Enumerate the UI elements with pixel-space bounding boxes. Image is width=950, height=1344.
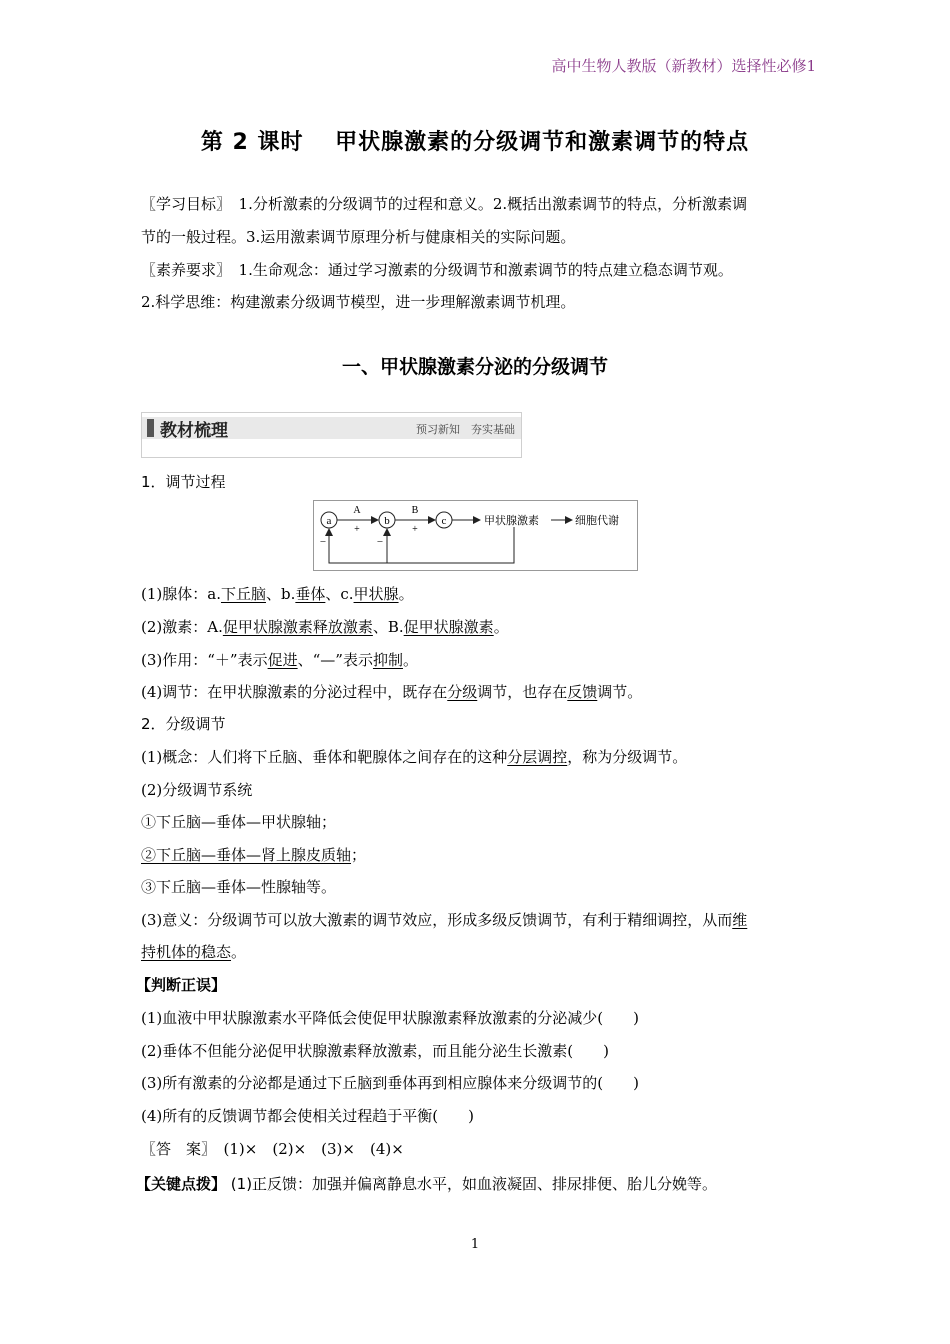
concept-line	[141, 747, 687, 767]
section-title: 一、甲状腺激素分泌的分级调节	[341, 356, 608, 378]
gland-c: 甲状腺	[353, 585, 399, 603]
objectives-text-1: 1.分析激素的分级调节的过程和意义。2.概括出激素调节的特点，分析激素调	[238, 195, 748, 213]
metabolism-label: 细胞代谢	[575, 514, 619, 527]
hormones-prefix: (2)激素：A.	[141, 618, 223, 636]
page-number: 1	[470, 1237, 480, 1252]
action-end: 。	[402, 651, 418, 669]
arrow-A-label: A	[353, 505, 361, 516]
regulation-b: 反馈	[567, 683, 598, 701]
meaning-answer-part2: 持机体的稳态	[141, 943, 232, 961]
axis2-line	[141, 845, 366, 865]
answer-line	[141, 1139, 404, 1159]
hormone-label: 甲状腺激素	[484, 514, 539, 527]
regulation-a: 分级	[447, 683, 478, 701]
action-line	[141, 650, 418, 670]
page-title: 第 2 课时 甲状腺激素的分级调节和激素调节的特点	[200, 130, 750, 155]
axis1-line: ①下丘脑—垂体—甲状腺轴；	[141, 813, 337, 831]
banner-marker-icon	[147, 419, 154, 437]
judge-label: 【判断正误】	[136, 976, 227, 994]
meaning-line2	[141, 942, 246, 962]
action-minus: 抑制	[372, 651, 403, 669]
system-line: (2)分级调节系统	[141, 781, 253, 799]
objectives-line1	[141, 194, 747, 214]
gland-a: 下丘脑	[220, 585, 266, 603]
answer-text: (1)× (2)× (3)× (4)×	[223, 1140, 404, 1158]
glands-sep2: 、c.	[325, 585, 354, 603]
meaning-end: 。	[231, 943, 247, 961]
regulation-mid: 调节，也存在	[477, 683, 568, 701]
feedback-b-minus: −	[376, 536, 384, 548]
glands-prefix: (1)腺体：a.	[141, 585, 221, 603]
page-header: 高中生物人教版（新教材）选择性必修1	[551, 57, 816, 75]
arrow-B-label: B	[411, 505, 419, 516]
axis2-answer: ②下丘脑—垂体—肾上腺皮质轴	[141, 846, 352, 864]
hormones-sep: 、B.	[372, 618, 404, 636]
action-plus: 促进	[267, 651, 298, 669]
key-label: 【关键点拨】	[136, 1175, 227, 1193]
concept-answer: 分层调控	[507, 748, 568, 766]
hormones-end: 。	[493, 618, 509, 636]
regulation-prefix: (4)调节：在甲状腺激素的分泌过程中，既存在	[141, 683, 448, 701]
feedback-a-minus: −	[319, 536, 327, 548]
action-mid: 、“—”表示	[297, 651, 373, 669]
meaning-text: (3)意义：分级调节可以放大激素的调节效应，形成多级反馈调节，有利于精细调控，从而	[141, 911, 733, 929]
gland-b: 垂体	[295, 585, 326, 603]
judge-q4: (4)所有的反馈调节都会使相关过程趋于平衡( )	[141, 1107, 474, 1125]
key-text: (1)正反馈：加强并偏离静息水平，如血液凝固、排尿排便、胎儿分娩等。	[230, 1175, 718, 1193]
meaning-answer-part1: 维	[732, 911, 748, 929]
banner-title: 教材梳理	[160, 421, 228, 441]
s1-heading: 1．调节过程	[141, 473, 226, 491]
arrow-B-plus: +	[412, 524, 418, 535]
literacy-line1	[141, 260, 733, 280]
axis2-end: ；	[351, 846, 367, 864]
node-b-label: b	[384, 515, 390, 527]
regulation-end: 调节。	[597, 683, 643, 701]
literacy-label: 〖素养要求〗	[141, 261, 224, 279]
glands-line	[141, 584, 414, 604]
concept-prefix: (1)概念：人们将下丘脑、垂体和靶腺体之间存在的这种	[141, 748, 508, 766]
regulation-diagram-svg	[314, 501, 637, 570]
action-prefix: (3)作用：“＋”表示	[141, 651, 268, 669]
arrow-A-plus: +	[354, 524, 360, 535]
banner-subtitle: 预习新知 夯实基础	[416, 423, 515, 436]
section-banner	[141, 412, 522, 458]
concept-end: ，称为分级调节。	[567, 748, 688, 766]
literacy-text-1: 1.生命观念：通过学习激素的分级调节和激素调节的特点建立稳态调节观。	[238, 261, 733, 279]
glands-end: 。	[398, 585, 414, 603]
hormones-line	[141, 617, 509, 637]
node-a-label: a	[326, 515, 332, 527]
hormone-A: 促甲状腺激素释放激素	[222, 618, 373, 636]
key-line	[136, 1174, 717, 1194]
objectives-label: 〖学习目标〗	[141, 195, 224, 213]
judge-q3: (3)所有激素的分泌都是通过下丘脑到垂体再到相应腺体来分级调节的( )	[141, 1074, 639, 1092]
literacy-line2: 2.科学思维：构建激素分级调节模型，进一步理解激素调节机理。	[141, 293, 576, 311]
regulation-line	[141, 682, 642, 702]
meaning-line1	[141, 910, 747, 930]
judge-q2: (2)垂体不但能分泌促甲状腺激素释放激素，而且能分泌生长激素( )	[141, 1042, 609, 1060]
node-c-label: c	[441, 515, 447, 527]
answer-label: 〖答 案〗	[141, 1140, 209, 1158]
objectives-line2: 节的一般过程。3.运用激素调节原理分析与健康相关的实际问题。	[141, 228, 576, 246]
judge-q1: (1)血液中甲状腺激素水平降低会使促甲状腺激素释放激素的分泌减少( )	[141, 1009, 639, 1027]
s2-heading: 2．分级调节	[141, 715, 226, 733]
axis3-line: ③下丘脑—垂体—性腺轴等。	[141, 878, 337, 896]
glands-sep1: 、b.	[265, 585, 296, 603]
regulation-diagram	[313, 500, 638, 571]
hormone-B: 促甲状腺激素	[403, 618, 494, 636]
